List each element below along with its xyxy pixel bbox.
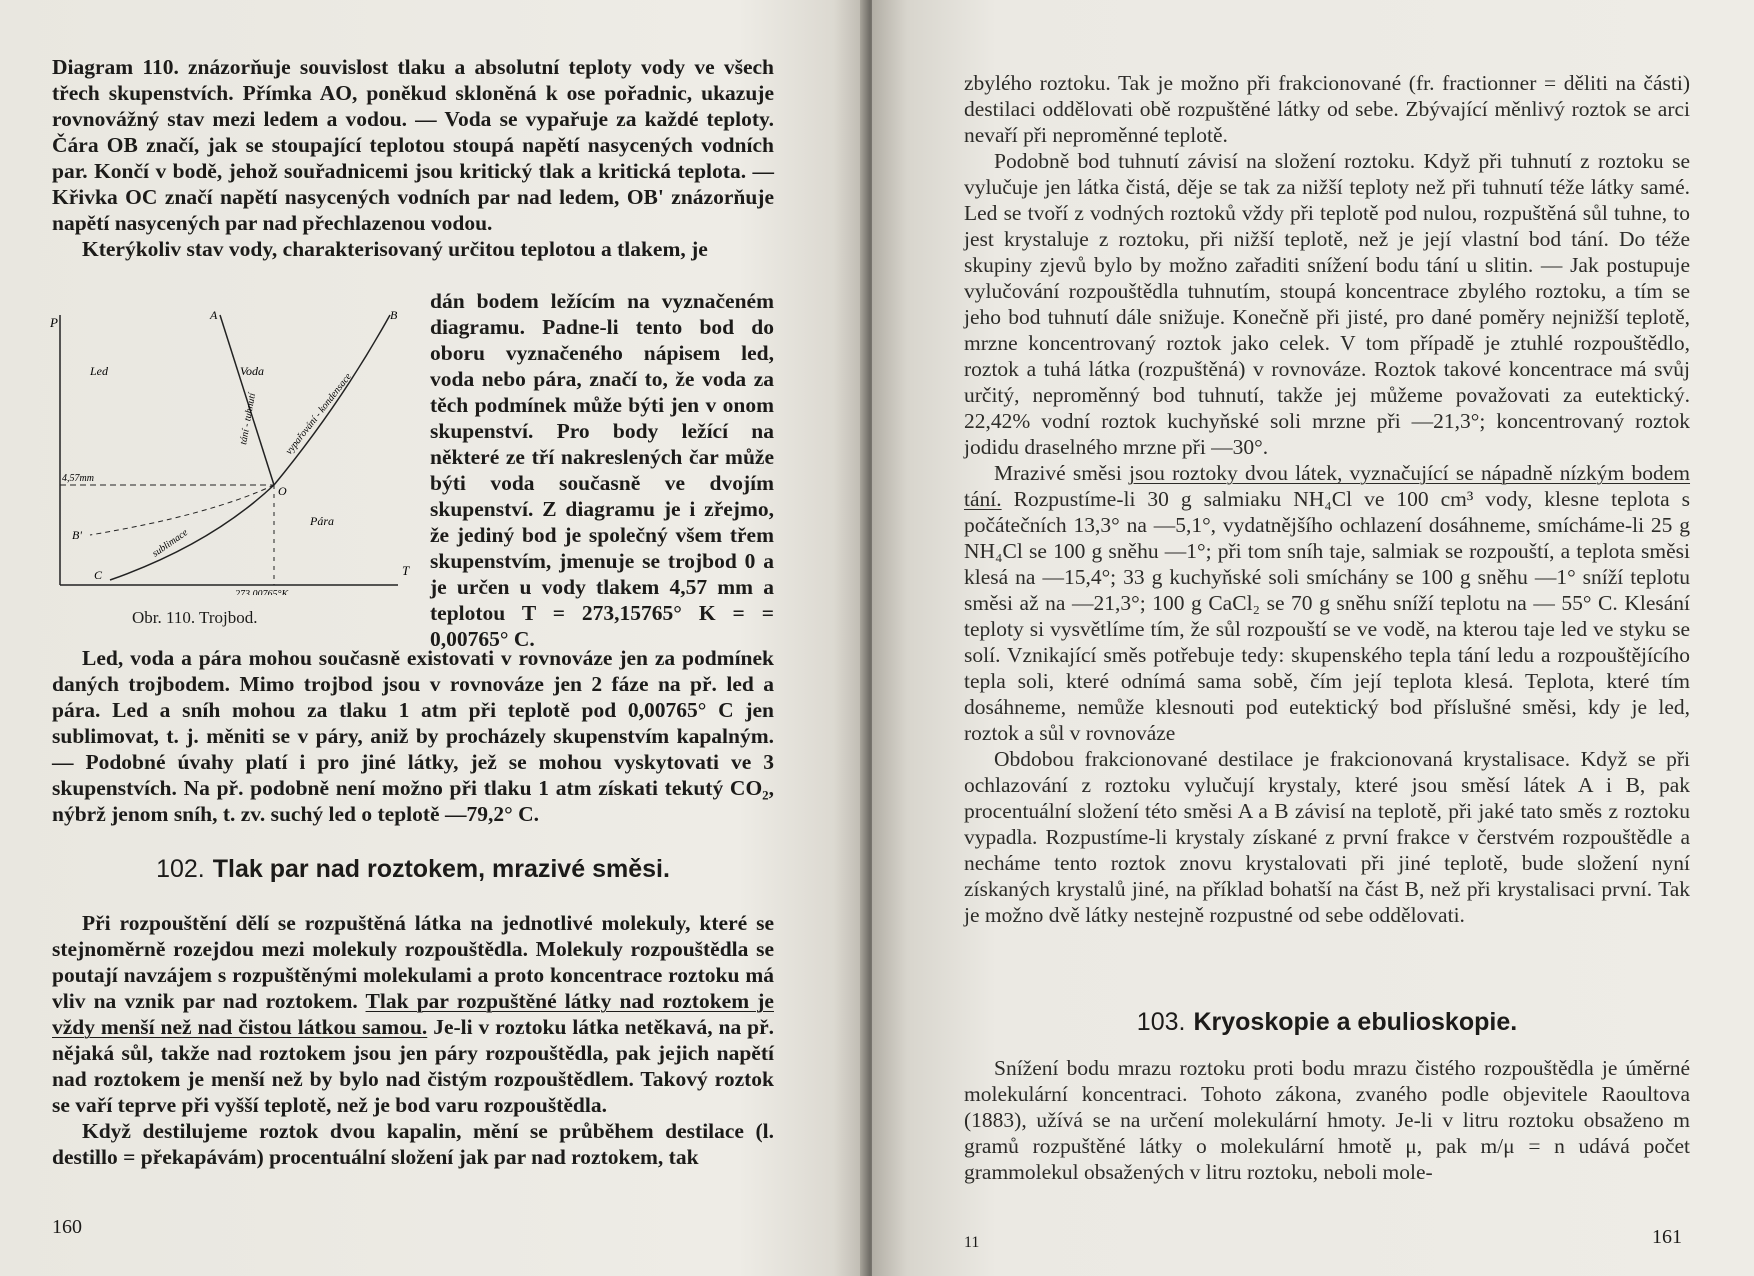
label-p: P — [50, 315, 58, 330]
label-457mm: 4,57mm — [62, 473, 94, 484]
right-para-5: Snížení bodu mrazu roztoku proti bodu mrazu čistého rozpouštědla je úměrné molekulární koncentraci. Tohoto zákona, zvaného podle objevitele Raoultova (1883), užívá se na určení molekulární hmoty. Je-li v litru roztoku obsaženo m gramů rozpuštěné látky o molekulární hmotě μ, pak m/μ = n udává počet grammolekul obsažených v litru roztoku, neboli mole- — [964, 1056, 1690, 1184]
left-para-4 — [52, 910, 774, 1170]
label-sublimace: sublimace — [150, 527, 190, 560]
page-number-right: 161 — [1652, 1226, 1682, 1248]
heading-103-title: Kryoskopie a ebulioskopie. — [1193, 1008, 1518, 1036]
label-o: O — [278, 484, 287, 498]
label-c: C — [94, 568, 103, 582]
figure-caption: Obr. 110. Trojbod. — [132, 608, 258, 627]
label-para: Pára — [310, 514, 334, 528]
left-page — [0, 0, 868, 1276]
label-b: B — [390, 308, 398, 322]
heading-102-title: Tlak par nad roztokem, mrazivé směsi. — [212, 855, 670, 883]
right-para-2: Podobně bod tuhnutí závisí na složení roztoku. Když při tuhnutí z roztoku se vylučuje jen látka čistá, děje se tak za nižší teploty než při tuhnutí téže látky samé. Led se tvoří z vodných roztoků vždy při teplotě pod nulou, rozpuštěná sůl tuhne, to jest krystaluje z roztoku, při nižší teplotě, než je její vlastní bod tání. Do téže skupiny zjevů bylo by možno zařaditi snížení bodu tání u slitin. — Jak postupuje vylučování rozpouštědla tuhnutím, stoupá koncentrace zbylého roztoku, a tím se jeho bod tuhnutí dále snižuje. Konečně při jisté, pro dané poměry nejnižší teplotě, mrzne koncentrovaný roztok jako celek. V tom případě je ztuhlé rozpouštědlo, roztok a tuhá látka (rozpuštěná) v rovnováze. Roztok takové koncentrace má svůj určitý, neproměnný bod tuhnutí, takže jej můžeme považovati za eutektický. 22,42% vodní roztok kuchyňské soli mrzne při —21,3°; koncentrovaný roztok jodidu draselného mrzne při —30°. — [964, 149, 1690, 459]
triple-point-diagram — [50, 295, 430, 595]
right-para-4: Obdobou frakcionované destilace je frakcionovaná krystalisace. Když se při ochlazování z roztoku vylučují krystaly, které jsou směsí látek A i B, pak procentuální složení této směsi A a B závisí na teplotě, při jaké tato směs z roztoku vypadla. Rozpustíme-li krystaly získané z první frakce v čerstvém rozpouštědle a necháme tento roztok znovu krystalovati při jiné teplotě, bude složení nyní získaných krystalů jiné, na příklad bohatší na část B, než při krystalisaci první. Tak je možno dvě látky nestejně rozpustné od sebe oddělovati. — [964, 747, 1690, 927]
heading-102-number: 102. — [156, 855, 205, 883]
signature-mark: 11 — [964, 1234, 980, 1251]
right-para-3-underlined: jsou roztoky dvou látek, vyznačující se nápadně nízkým bodem tání. — [964, 461, 1691, 511]
label-vyparovani: vypařování - kondensace — [283, 371, 354, 457]
label-a: A — [210, 308, 218, 322]
left-para-4-underlined: Tlak par rozpuštěné látky nad roztokem je vždy menší než nad čistou látkou samou. — [52, 989, 774, 1039]
left-para-1 — [52, 54, 774, 262]
right-para-3b: Rozpustíme-li 30 g salmiaku NH₄Cl ve 100 cm³ vody, klesne teplota s počátečních 13,3° na —5,1°, vydatnějšího ochlazení dosáhneme, smícháme-li 25 g NH₄Cl se 100 g sněhu —1°; při tom sníh taje, salmiak se rozpouští, a teplota směsi klesá na —15,4°; 33 g kuchyňské soli smíchány se 100 g sněhu —1° sníží teplotu směsi až na —21,3°; 100 g CaCl₂ se 70 g sněhu sníží teplotu na — 55° C. Klesání teploty si vysvětlíme tím, že sůl rozpouští se ve vodě, na kterou taje led ve styku se solí. Vznikající směs potřebuje tedy: skupenského tepla tání ledu a rozpouštějícího tepla soli, které odnímá sama sobě, čím její teplota klesá. Teplota, které tím dosáhneme, nemůže klesnouti pod eutektický bod příslušné směsi, kdy je led, roztok a sůl v rovnováze — [964, 487, 1690, 745]
label-273k: 273,00765°K — [235, 589, 289, 595]
left-para-2-start: Kterýkoliv stav vody, charakterisovaný určitou teplotou a tlakem, je — [82, 237, 708, 261]
right-para-5-block — [964, 1055, 1690, 1185]
right-para-3a: Mrazivé směsi — [994, 461, 1122, 485]
curve-oc — [110, 485, 274, 580]
right-page — [872, 0, 1754, 1276]
left-para-1-text: Diagram 110. znázorňuje souvislost tlaku a absolutní teploty vody ve všech třech skupenstvích. Přímka AO, poněkud skloněná k ose pořadnic, ukazuje rovnovážný stav mezi ledem a vodou. — Voda se vypařuje za každé teploty. Čára OB značí, jak se stoupající teplotou stoupá napětí nasycených vodních par. Končí v bodě, jehož souřadnicemi jsou kritický tlak a kritická teplota. — Křivka OC značí napětí nasycených vodních par nad ledem, OB' znázorňuje napětí nasycených par nad přechlazenou vodou. — [52, 55, 774, 235]
section-heading-102 — [52, 855, 774, 884]
label-tani-tuhnuti: tání - tuhnutí — [238, 392, 259, 446]
left-para-3-text: Led, voda a pára mohou současně existovati v rovnováze jen za podmínek daných trojbodem. Mimo trojbod jsou v rovnováze jen 2 fáze na př. led a pára. Led a sníh mohou za tlaku 1 atm při teplotě pod 0,00765° C jen sublimovat, t. j. měniti se v páry, aniž by procházely skupenstvím kapalným. — Podobné úvahy platí i pro jiné látky, jež se mohou vyskytovati ve 3 skupenstvích. Na př. podobně není možno při tlaku 1 atm získati tekutý CO₂, nýbrž jenom sníh, t. zv. suchý led o teplotě —79,2° C. — [52, 646, 774, 826]
left-para-4b: Je-li v roztoku látka netěkavá, na př. nějaká sůl, takže nad roztokem jsou jen páry rozpouštědla, pak jejich napětí nad roztokem je menší než by bylo nad čistým rozpouštědlem. Takový roztok se vaří teprve při vyšší teplotě, než je bod varu rozpouštědla. — [52, 1015, 774, 1117]
left-wrap-text: dán bodem ležícím na vyznačeném diagramu. Padne-li tento bod do oboru vyznačeného nápisem led, voda nebo pára, značí to, že voda za těch podmínek může býti jen v onom skupenství. Pro body ležící na některé ze tří nakreslených čar může býti voda současně ve dvojím skupenství. Z diagramu je i zřejmo, že jediný bod je společný všem třem skupenstvím, jmenuje se trojbod 0 a je určen u vody tlakem 4,57 mm a teplotou T = 273,15765° K = = 0,00765° C. — [430, 289, 774, 651]
right-text-block — [964, 70, 1690, 928]
heading-103-number: 103. — [1136, 1008, 1186, 1036]
left-para-5: Když destilujeme roztok dvou kapalin, mění se průběhem destilace (l. destillo = překapávám) procentuální složení jak par nad roztokem, tak — [52, 1119, 774, 1169]
label-led: Led — [90, 364, 108, 378]
label-t: T — [402, 563, 410, 578]
left-para-3 — [52, 645, 774, 827]
page-number-left: 160 — [52, 1216, 82, 1238]
left-para-4a: Při rozpouštění dělí se rozpuštěná látka na jednotlivé molekuly, které se stejnoměrně rozejdou mezi molekuly rozpouštědla. Molekuly rozpouštědla se poutají navzájem s rozpuštěnými molekulami a proto koncentrace roztoku má vliv na vznik par nad roztokem. — [52, 911, 774, 1013]
right-para-1: zbylého roztoku. Tak je možno při frakcionované (fr. fractionner = děliti na části) destilaci oddělovati obě rozpuštěné látky od sebe. Zbývající měnlivý roztok se arci nevaří při neproměnné teplotě. — [964, 71, 1690, 147]
diagram-svg — [50, 295, 430, 595]
label-b-prime: B' — [72, 528, 82, 542]
section-heading-103 — [964, 1008, 1690, 1037]
label-voda: Voda — [240, 364, 264, 378]
